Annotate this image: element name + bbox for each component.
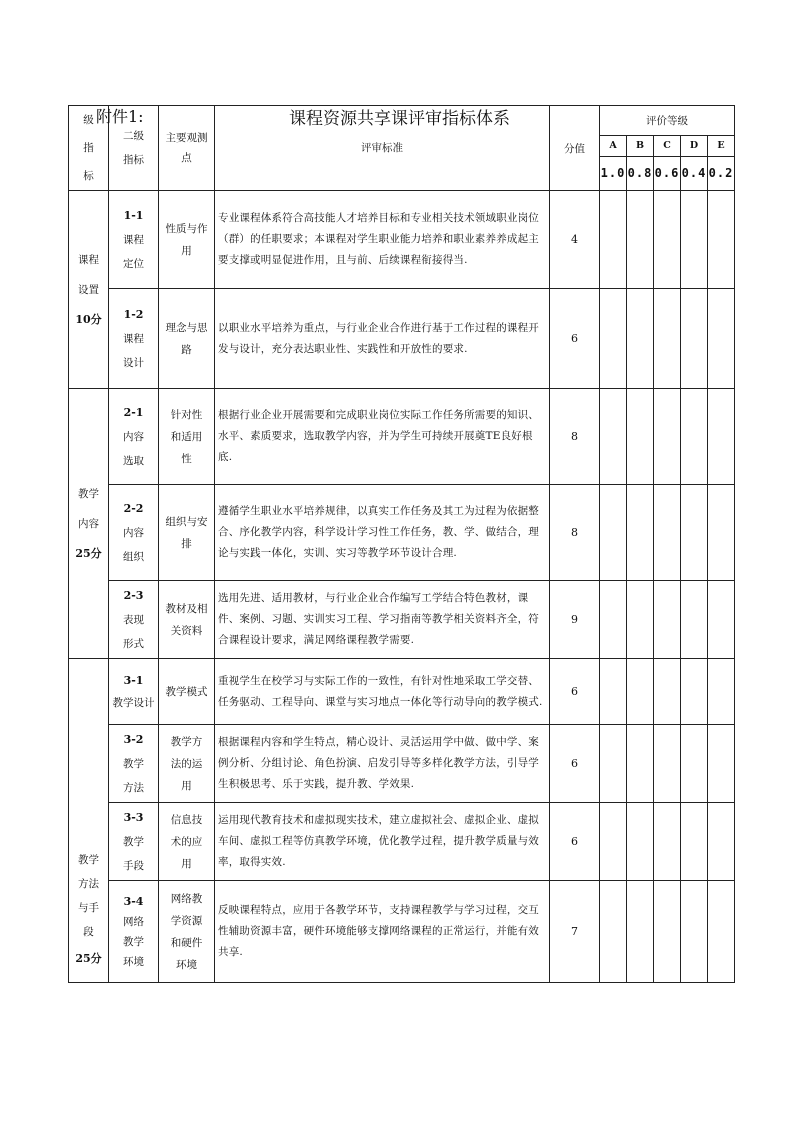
grade-c-cell[interactable] [654, 803, 681, 881]
standard-cell: 根据行业企业开展需要和完成职业岗位实际工作任务所需要的知识、水平、素质要求，选取教学内容，并为学生可持续开展奠TE良好根底. [215, 389, 550, 485]
grade-b-cell[interactable] [627, 803, 654, 881]
standard-cell: 重视学生在校学习与实际工作的一致性，有针对性地采取工学交替、任务驱动、工程导向、课堂与实习地点一体化等行动导向的教学模式. [215, 659, 550, 725]
level2-cell: 1-1 课程定位 [109, 191, 159, 289]
level1-cell: 教学内容 25分 [69, 389, 109, 659]
grade-e-cell[interactable] [708, 485, 735, 581]
standard-cell: 根据课程内容和学生特点，精心设计、灵活运用学中做、做中学、案例分析、分组讨论、角色扮演、启发引导等多样化教学方法，引导学生积极思考、乐于实践，提升教、学效果. [215, 725, 550, 803]
standard-cell: 以职业水平培养为重点，与行业企业合作进行基于工作过程的课程开发与设计，充分表达职业性、实践性和开放性的要求. [215, 289, 550, 389]
grade-d-cell[interactable] [681, 191, 708, 289]
grade-d-cell[interactable] [681, 485, 708, 581]
level1-cell: 课程设置 10分 [69, 191, 109, 389]
grade-value-e: 0.2 [708, 156, 735, 190]
score-cell: 8 [550, 485, 600, 581]
grade-c-cell[interactable] [654, 725, 681, 803]
grade-c-cell[interactable] [654, 389, 681, 485]
level2-cell: 3-4 网络教学环境 [109, 881, 159, 983]
grade-e-cell[interactable] [708, 389, 735, 485]
grade-c-cell[interactable] [654, 289, 681, 389]
header-standard: 评审标准 [361, 142, 403, 154]
table-row [69, 725, 735, 803]
header-observation: 主要观测点 [159, 106, 215, 191]
header-grade: 评价等级 [600, 106, 735, 136]
grade-b-cell[interactable] [627, 191, 654, 289]
level2-cell: 3-2 教学方法 [109, 725, 159, 803]
standard-cell: 选用先进、适用教材，与行业企业合作编写工学结合特色教材，课件、案例、习题、实训实习工程、学习指南等教学相关资料齐全，符合课程设计要求，满足网络课程教学需要. [215, 581, 550, 659]
level2-cell: 2-2 内容组织 [109, 485, 159, 581]
level2-cell: 3-3 教学手段 [109, 803, 159, 881]
grade-a-cell[interactable] [600, 881, 627, 983]
standard-cell: 遵循学生职业水平培养规律，以真实工作任务及其工为过程为依据整合、序化教学内容，科学设计学习性工作任务，教、学、做结合，理论与实践一体化，实训、实习等教学环节设计合理. [215, 485, 550, 581]
table-row [69, 485, 735, 581]
level2-cell: 2-3 表现形式 [109, 581, 159, 659]
score-cell: 9 [550, 581, 600, 659]
grade-a-cell[interactable] [600, 191, 627, 289]
score-cell: 6 [550, 803, 600, 881]
level1-cell: 教学方法与手段 25分 [69, 659, 109, 983]
table-row [69, 191, 735, 289]
standard-cell: 运用现代教育技术和虚拟现实技术，建立虚拟社会、虚拟企业、虚拟车间、虚拟工程等仿真教学环境，优化教学过程，提升教学质量与效率，取得实效. [215, 803, 550, 881]
table-row [69, 289, 735, 389]
grade-letter-b: B [627, 136, 654, 156]
header-score: 分值 [550, 106, 600, 191]
observation-cell: 组织与安排 [159, 485, 215, 581]
observation-cell: 教学方法的运用 [159, 725, 215, 803]
grade-letter-d: D [681, 136, 708, 156]
standard-cell: 专业课程体系符合高技能人才培养目标和专业相关技术领域职业岗位（群）的任职要求；本课程对学生职业能力培养和职业素养养成起主要支撑或明显促进作用，且与前、后续课程衔接得当. [215, 191, 550, 289]
criteria-table [68, 105, 735, 983]
grade-e-cell[interactable] [708, 581, 735, 659]
grade-d-cell[interactable] [681, 659, 708, 725]
table-row [69, 881, 735, 983]
score-cell: 6 [550, 659, 600, 725]
observation-cell: 教学模式 [159, 659, 215, 725]
table-row [69, 659, 735, 725]
standard-cell: 反映课程特点，应用于各教学环节，支持课程教学与学习过程，交互性辅助资源丰富，硬件环境能够支撑网络课程的正常运行，并能有效共享. [215, 881, 550, 983]
grade-value-a: 1.0 [600, 156, 627, 190]
grade-d-cell[interactable] [681, 725, 708, 803]
header-level2: 二级指标 [109, 106, 159, 191]
grade-b-cell[interactable] [627, 289, 654, 389]
grade-e-cell[interactable] [708, 289, 735, 389]
grade-letter-a: A [600, 136, 627, 156]
grade-b-cell[interactable] [627, 725, 654, 803]
grade-c-cell[interactable] [654, 485, 681, 581]
level2-cell: 2-1 内容选取 [109, 389, 159, 485]
annex-label: 附件1: [96, 107, 144, 126]
score-cell: 4 [550, 191, 600, 289]
grade-e-cell[interactable] [708, 803, 735, 881]
grade-e-cell[interactable] [708, 659, 735, 725]
table-row [69, 389, 735, 485]
grade-c-cell[interactable] [654, 881, 681, 983]
score-cell: 6 [550, 725, 600, 803]
grade-b-cell[interactable] [627, 881, 654, 983]
grade-d-cell[interactable] [681, 881, 708, 983]
page-title: 课程资源共享课评审指标体系 [289, 109, 510, 129]
grade-d-cell[interactable] [681, 289, 708, 389]
grade-a-cell[interactable] [600, 725, 627, 803]
grade-letter-c: C [654, 136, 681, 156]
grade-e-cell[interactable] [708, 881, 735, 983]
grade-letter-e: E [708, 136, 735, 156]
level2-cell: 1-2 课程设计 [109, 289, 159, 389]
grade-a-cell[interactable] [600, 485, 627, 581]
grade-a-cell[interactable] [600, 803, 627, 881]
grade-a-cell[interactable] [600, 289, 627, 389]
score-cell: 7 [550, 881, 600, 983]
score-cell: 8 [550, 389, 600, 485]
score-cell: 6 [550, 289, 600, 389]
header-standard-cell [215, 106, 550, 191]
grade-e-cell[interactable] [708, 191, 735, 289]
grade-value-b: 0.8 [627, 156, 654, 190]
grade-value-c: 0.6 [654, 156, 681, 190]
grade-d-cell[interactable] [681, 803, 708, 881]
table-row [69, 803, 735, 881]
grade-b-cell[interactable] [627, 581, 654, 659]
grade-c-cell[interactable] [654, 581, 681, 659]
grade-value-d: 0.4 [681, 156, 708, 190]
observation-cell: 性质与作用 [159, 191, 215, 289]
grade-d-cell[interactable] [681, 389, 708, 485]
header-level1: 级指标 [69, 106, 109, 191]
grade-b-cell[interactable] [627, 389, 654, 485]
grade-c-cell[interactable] [654, 191, 681, 289]
grade-a-cell[interactable] [600, 659, 627, 725]
observation-cell: 网络教学资源和硬件环境 [159, 881, 215, 983]
observation-cell: 理念与思路 [159, 289, 215, 389]
grade-b-cell[interactable] [627, 485, 654, 581]
grade-c-cell[interactable] [654, 659, 681, 725]
observation-cell: 针对性和适用性 [159, 389, 215, 485]
grade-a-cell[interactable] [600, 581, 627, 659]
level2-cell: 3-1 教学设计 [109, 659, 159, 725]
grade-b-cell[interactable] [627, 659, 654, 725]
observation-cell: 信息技术的应用 [159, 803, 215, 881]
evaluation-sheet [68, 105, 734, 983]
grade-d-cell[interactable] [681, 581, 708, 659]
observation-cell: 教材及相关资料 [159, 581, 215, 659]
grade-a-cell[interactable] [600, 389, 627, 485]
grade-e-cell[interactable] [708, 725, 735, 803]
table-row [69, 581, 735, 659]
